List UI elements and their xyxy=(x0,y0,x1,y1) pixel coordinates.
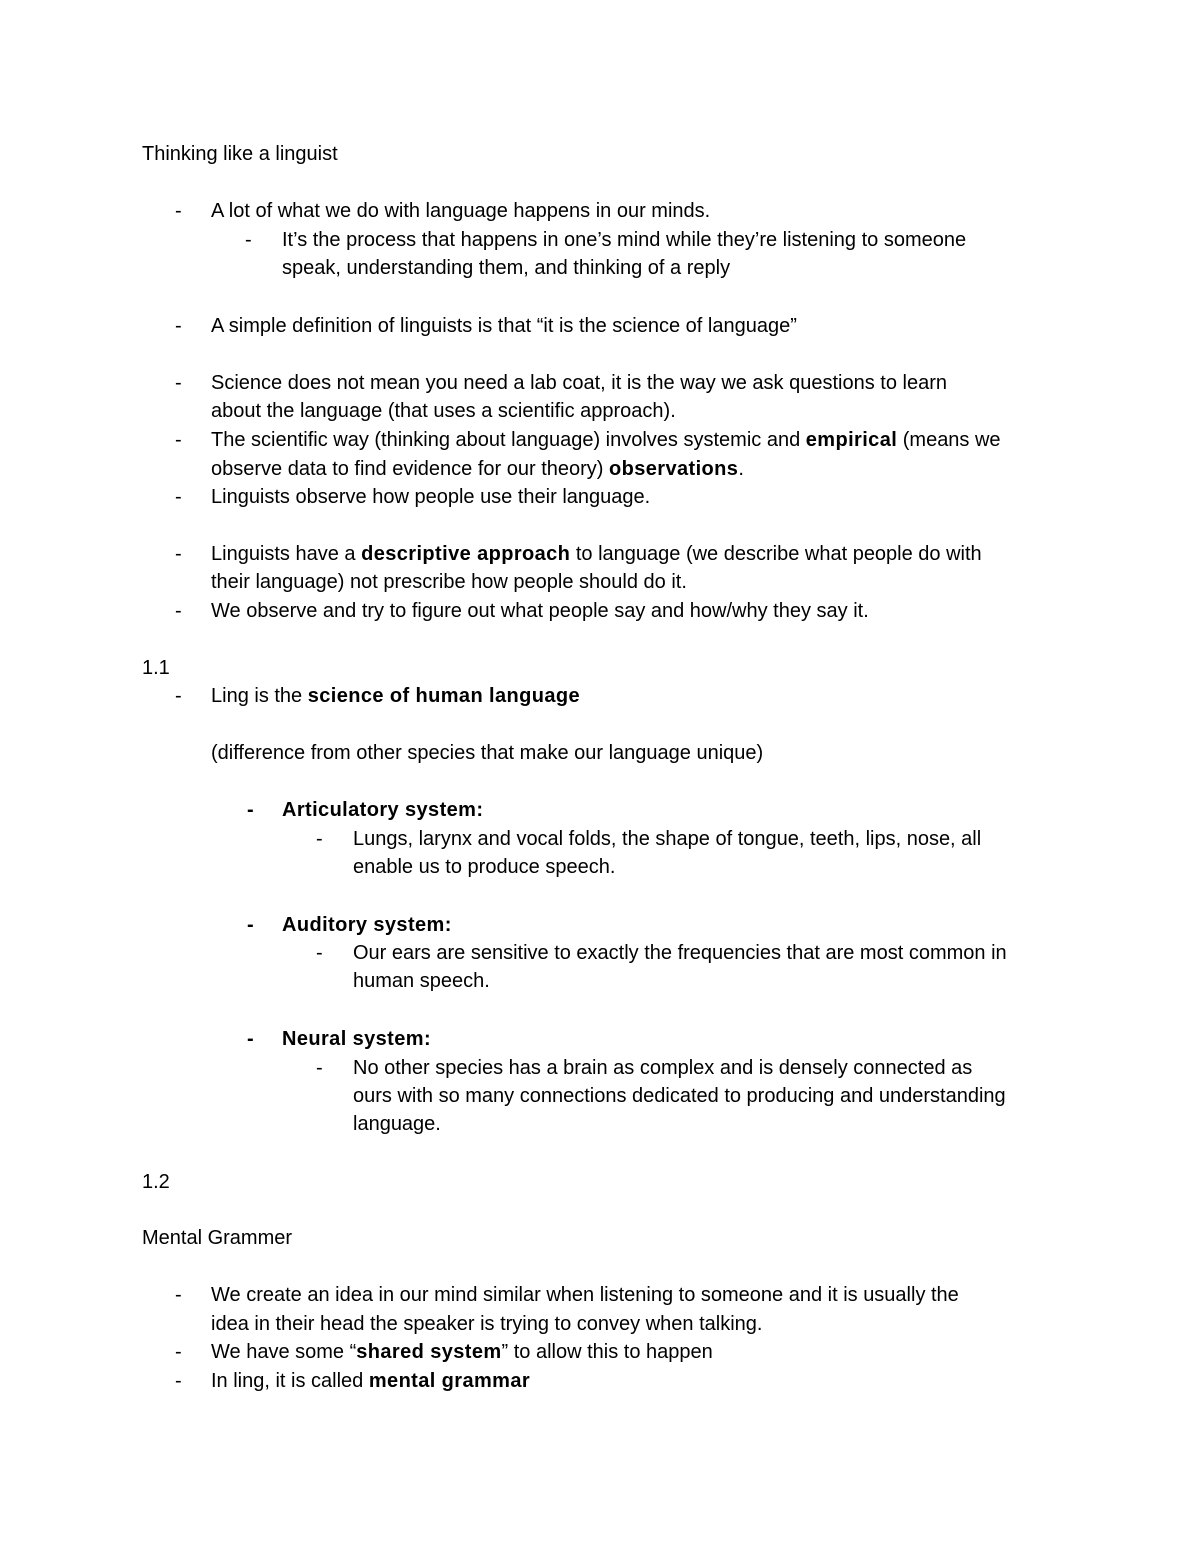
text-run: ” to allow this to happen xyxy=(501,1341,713,1363)
sub-bullet-text: enable us to produce speech. xyxy=(353,856,616,878)
bullet-text xyxy=(211,426,1001,455)
text-run: We have some “ xyxy=(211,1341,357,1363)
sub-bullet-text: human speech. xyxy=(353,970,490,992)
sub-bullet-dash: - xyxy=(316,828,323,850)
bold-term: shared system xyxy=(356,1341,502,1363)
bullet-text: A simple definition of linguists is that “it is the science of language” xyxy=(211,315,797,337)
system-dash: - xyxy=(247,1028,254,1050)
sub-bullet-text: Our ears are sensitive to exactly the frequencies that are most common in xyxy=(353,942,1007,964)
sub-bullet-dash: - xyxy=(245,229,252,251)
text-run: Linguists have a xyxy=(211,543,362,565)
section-heading: 1.2 xyxy=(142,1171,170,1193)
bullet-dash: - xyxy=(175,600,182,622)
bullet-dash: - xyxy=(175,315,182,337)
bullet-text xyxy=(211,540,982,569)
bold-term: mental grammar xyxy=(368,1370,531,1392)
text-run: (means we xyxy=(897,429,1001,451)
bullet-text: idea in their head the speaker is trying to convey when talking. xyxy=(211,1313,763,1335)
bullet-text: Linguists observe how people use their language. xyxy=(211,486,651,508)
text-run: . xyxy=(738,458,744,480)
bullet-dash: - xyxy=(175,486,182,508)
sub-bullet-text: ours with so many connections dedicated to producing and understanding xyxy=(353,1085,1006,1107)
system-heading: Auditory system: xyxy=(282,914,452,936)
bullet-dash: - xyxy=(175,1341,182,1363)
bullet-text: A lot of what we do with language happens in our minds. xyxy=(211,200,711,222)
bold-term: science of human language xyxy=(307,685,581,707)
bullet-text: Science does not mean you need a lab coat, it is the way we ask questions to learn xyxy=(211,372,947,394)
bullet-dash: - xyxy=(175,543,182,565)
bullet-text: We create an idea in our mind similar when listening to someone and it is usually the xyxy=(211,1284,959,1306)
text-run: The scientific way (thinking about language) involves systemic and xyxy=(211,429,806,451)
system-heading: Neural system: xyxy=(282,1028,431,1050)
bullet-text xyxy=(211,455,744,484)
sub-bullet-text: No other species has a brain as complex and is densely connected as xyxy=(353,1057,973,1079)
sub-bullet-dash: - xyxy=(316,1057,323,1079)
bullet-dash: - xyxy=(175,685,182,707)
bullet-text xyxy=(211,682,580,711)
bullet-dash: - xyxy=(175,1284,182,1306)
section-heading: 1.1 xyxy=(142,657,170,679)
bullet-dash: - xyxy=(175,1370,182,1392)
text-run: In ling, it is called xyxy=(211,1370,369,1392)
bold-term: empirical xyxy=(805,429,898,451)
bullet-dash: - xyxy=(175,372,182,394)
bullet-text xyxy=(211,1338,713,1367)
sub-bullet-dash: - xyxy=(316,942,323,964)
bullet-text: their language) not prescribe how people should do it. xyxy=(211,571,687,593)
bullet-dash: - xyxy=(175,200,182,222)
text-run: to language (we describe what people do with xyxy=(570,543,982,565)
bold-term: observations xyxy=(609,458,739,480)
system-dash: - xyxy=(247,799,254,821)
document-title: Thinking like a linguist xyxy=(142,143,338,165)
bullet-text xyxy=(211,1367,530,1396)
text-run: observe data to find evidence for our theory) xyxy=(211,458,610,480)
sub-bullet-text: It’s the process that happens in one’s mind while they’re listening to someone xyxy=(282,229,967,251)
bullet-dash: - xyxy=(175,429,182,451)
system-dash: - xyxy=(247,914,254,936)
sub-bullet-text: language. xyxy=(353,1113,441,1135)
bold-term: descriptive approach xyxy=(361,543,571,565)
text-run: Ling is the xyxy=(211,685,308,707)
sub-bullet-text: speak, understanding them, and thinking of a reply xyxy=(282,257,731,279)
sub-bullet-text: Lungs, larynx and vocal folds, the shape of tongue, teeth, lips, nose, all xyxy=(353,828,982,850)
bullet-text: We observe and try to figure out what people say and how/why they say it. xyxy=(211,600,869,622)
section-subheading: Mental Grammer xyxy=(142,1227,293,1249)
bullet-text: about the language (that uses a scientific approach). xyxy=(211,400,676,422)
note-text: (difference from other species that make our language unique) xyxy=(211,742,764,764)
system-heading: Articulatory system: xyxy=(282,799,484,821)
